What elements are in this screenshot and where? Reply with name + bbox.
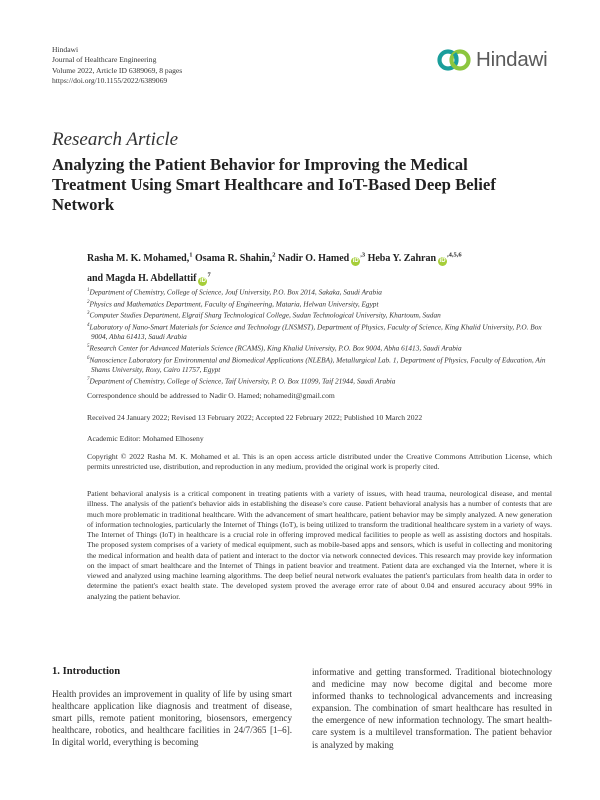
author: Heba Y. Zahran $iD^{,4,5,6}$ (367, 252, 462, 265)
doi-link[interactable]: https://doi.org/10.1155/2022/6389069 (52, 76, 168, 86)
section-heading-introduction: 1. Introduction (52, 666, 121, 677)
author: Rasha M. K. Mohamed,$^1$ (87, 252, 193, 265)
academic-editor: Academic Editor: Mohamed Elhoseny (87, 434, 204, 443)
article-title: Analyzing the Patient Behavior for Improving the Medical Treatment Using Smart Healthcare and IoT-Based Deep Belief Network (52, 155, 496, 214)
orcid-icon[interactable]: iD (199, 277, 206, 284)
copyright-notice: Copyright © 2022 Rasha M. K. Mohamed et al. This is an open access article distributed under the Creative Commons Attribution License, which permits unrestricted use, distribution, and reproduction in any medium, provided the original work is properly cited. (87, 452, 552, 472)
article-type: Research Article (52, 129, 179, 150)
affiliation: $^2$Physics and Mathematics Department, Faculty of Engineering, Mataria, Helwan University, Egypt (87, 298, 379, 308)
author: Nadir O. Hamed $iD^{,3}$ (277, 252, 366, 265)
intro-right-column: informative and getting transformed. Traditional biotechnology and medicine may now become digital and become more informed thanks to technological advancements and increasing expansion. The combination of smart healthcare has resulted in the emergence of new information technology. The smart health-care system is a multilevel transformation. The patient behavior is analyzed by making (312, 667, 552, 750)
author: and Magda H. Abdellattif $iD^7$ (87, 271, 211, 284)
author: Osama R. Shahin,$^2$ (194, 252, 276, 265)
author-list (87, 248, 557, 287)
abstract: Patient behavioral analysis is a critical component in treating patients with a variety of issues, with head trauma, neurological disease, and mental illness. The analysis of the patient's behavior aids in establishing the disease's core cause. Patient behavioral analysis has a number of contests that are much more problematic in traditional healthcare. With the advancement of smart healthcare, patient behavior may be simply analyzed. A new generation of information technologies, particularly the Internet of Things (IoT), is being utilized to transform the traditional healthcare system in a variety of ways. The Internet of Things (IoT) in healthcare is a crucial role in offering improved medical facilities to people as well as assisting doctors and hospitals. The proposed system comprises of a variety of medical equipment, such as mobile-based apps and sensors, which is useful in collecting and monitoring the medical information and health data of patient and interact to the doctor via network connected devices. This research may provide key information on the impact of smart healthcare and the Internet of Things in patient beavior and treatment. Patient data are exchanged via the Internet, where it is viewed and analyzed using machine learning algorithms. The deep belief neural network evaluates the patient's particulars from health data in order to determine the patient's exact health state. The developed system proved the average error rate of about 0.04 and ensured accuracy about 99% in analyzing the patient behavior. (87, 489, 552, 601)
affiliation: $^5$Research Center for Advanced Materials Science (RCAMS), King Khalid University, P.O. Box 9004, Abha 61413, Saudi Arabia (87, 343, 462, 353)
publication-dates: Received 24 January 2022; Revised 13 February 2022; Accepted 22 February 2022; Published 10 March 2022 (87, 413, 423, 422)
hindawi-logo-icon (436, 42, 476, 76)
publisher-name: Hindawi (52, 45, 79, 54)
journal-name: Journal of Healthcare Engineering (52, 55, 157, 65)
affiliation: $^1$Department of Chemistry, College of Science, Jouf University, P.O. Box 2014, Sakaka, Saudi Arabia (87, 287, 382, 297)
intro-left-column: Health provides an improvement in quality of life by using smart healthcare application like diagnosis and treatment of disease, smart pills, remote patient monitoring, biosensors, emergency healthcare, robotics, and healthcare facilities in 24/7/365 [1–6]. In digital world, everything is becoming (52, 689, 292, 748)
affiliation: $^6$Nanoscience Laboratory for Environmental and Biomedical Applications (NLEBA), Metallurgical Lab. 1, Department of Physics, Faculty of Education, Ain Shams University, Roxy, Cairo 11757, Egypt (87, 355, 546, 375)
logo-wordmark: Hindawi (476, 48, 548, 71)
hindawi-logo (436, 42, 556, 76)
orcid-icon[interactable]: iD (352, 258, 359, 265)
volume-info: Volume 2022, Article ID 6389069, 8 pages (52, 65, 183, 75)
affiliation: $^3$Computer Studies Department, Elgraif Sharg Technological College, Sudan Technological University, Khartoum, Sudan (87, 310, 441, 320)
affiliation: $^4$Laboratory of Nano-Smart Materials for Science and Technology (LNSMST), Department of Physics, Faculty of Science, King Khalid University, P.O. Box 9004, Abha 61413, Saudi Arabia (87, 321, 542, 342)
affiliation-list (87, 286, 557, 387)
journal-metadata (52, 45, 182, 87)
correspondence: Correspondence should be addressed to Nadir O. Hamed; nohamedit@gmail.com (87, 391, 335, 400)
affiliation: $^7$Department of Chemistry, College of Science, Taif University, P. O. Box 11099, Taif 21944, Saudi Arabia (87, 376, 396, 386)
orcid-icon[interactable]: iD (439, 258, 446, 265)
